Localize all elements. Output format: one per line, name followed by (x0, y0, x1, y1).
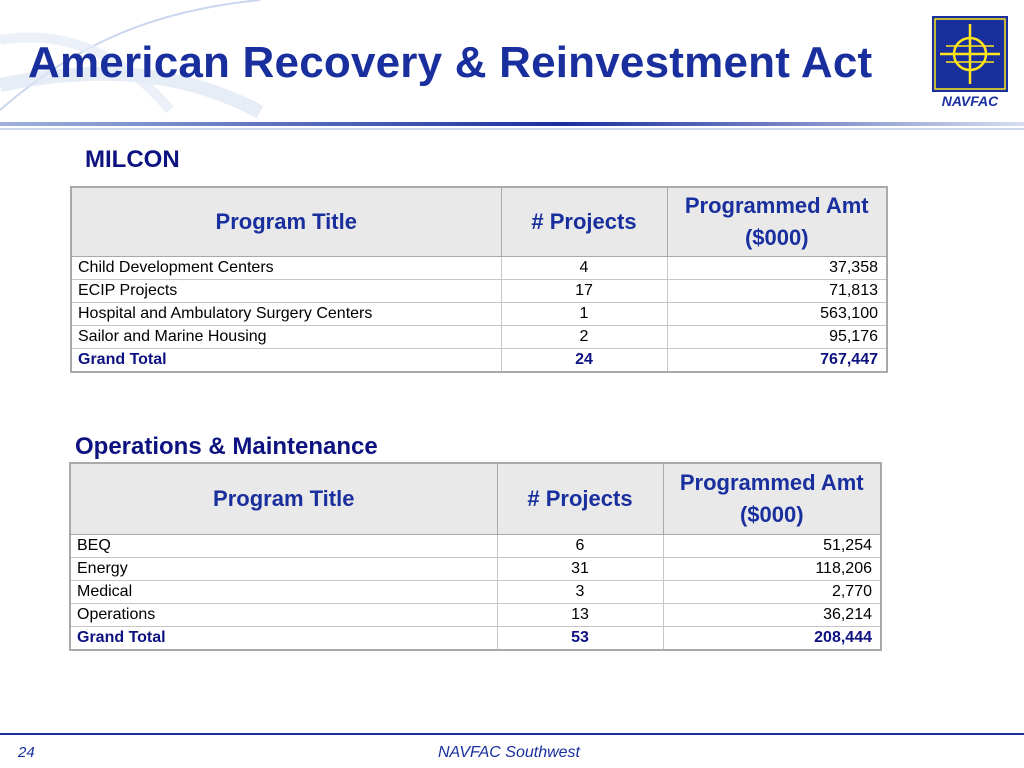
table-row (71, 326, 887, 349)
amount-cell: 36,214 (663, 604, 881, 627)
projects-cell: 3 (497, 581, 663, 604)
amount-cell: 563,100 (667, 303, 887, 326)
grand-total-projects: 24 (501, 349, 667, 373)
amount-cell: 71,813 (667, 280, 887, 303)
header-rule (0, 118, 1024, 132)
column-header-projects: # Projects (497, 463, 663, 535)
footer-organization: NAVFAC Southwest (438, 744, 580, 761)
amount-cell: 95,176 (667, 326, 887, 349)
table-row (71, 257, 887, 280)
amount-cell: 37,358 (667, 257, 887, 280)
page-number: 24 (18, 744, 35, 761)
table-header-row (70, 463, 881, 535)
grand-total-amount: 767,447 (667, 349, 887, 373)
table-row (71, 303, 887, 326)
table-row (70, 558, 881, 581)
column-header-amount: Programmed Amt ($000) (663, 463, 881, 535)
milcon-table (70, 186, 888, 373)
program-title-cell: Child Development Centers (71, 257, 501, 280)
projects-cell: 13 (497, 604, 663, 627)
column-header-program-title: Program Title (70, 463, 497, 535)
om-section-label: Operations & Maintenance (75, 433, 378, 460)
footer-rule (0, 733, 1024, 735)
grand-total-row (70, 627, 881, 651)
grand-total-projects: 53 (497, 627, 663, 651)
amount-cell: 2,770 (663, 581, 881, 604)
grand-total-amount: 208,444 (663, 627, 881, 651)
slide-title: American Recovery & Reinvestment Act (28, 38, 873, 87)
projects-cell: 4 (501, 257, 667, 280)
column-header-amount: Programmed Amt ($000) (667, 187, 887, 257)
table-row (71, 280, 887, 303)
program-title-cell: Medical (70, 581, 497, 604)
milcon-section-label: MILCON (85, 146, 180, 173)
program-title-cell: Hospital and Ambulatory Surgery Centers (71, 303, 501, 326)
table-row (70, 535, 881, 558)
column-header-program-title: Program Title (71, 187, 501, 257)
program-title-cell: BEQ (70, 535, 497, 558)
program-title-cell: Energy (70, 558, 497, 581)
column-header-projects: # Projects (501, 187, 667, 257)
amount-cell: 118,206 (663, 558, 881, 581)
program-title-cell: Operations (70, 604, 497, 627)
projects-cell: 31 (497, 558, 663, 581)
projects-cell: 2 (501, 326, 667, 349)
projects-cell: 1 (501, 303, 667, 326)
grand-total-label: Grand Total (71, 349, 501, 373)
navfac-logo (932, 16, 1008, 108)
table-header-row (71, 187, 887, 257)
table-row (70, 581, 881, 604)
projects-cell: 6 (497, 535, 663, 558)
logo-text: NAVFAC (941, 93, 999, 108)
grand-total-row (71, 349, 887, 373)
amount-cell: 51,254 (663, 535, 881, 558)
program-title-cell: Sailor and Marine Housing (71, 326, 501, 349)
table-row (70, 604, 881, 627)
grand-total-label: Grand Total (70, 627, 497, 651)
projects-cell: 17 (501, 280, 667, 303)
program-title-cell: ECIP Projects (71, 280, 501, 303)
om-table (69, 462, 882, 651)
